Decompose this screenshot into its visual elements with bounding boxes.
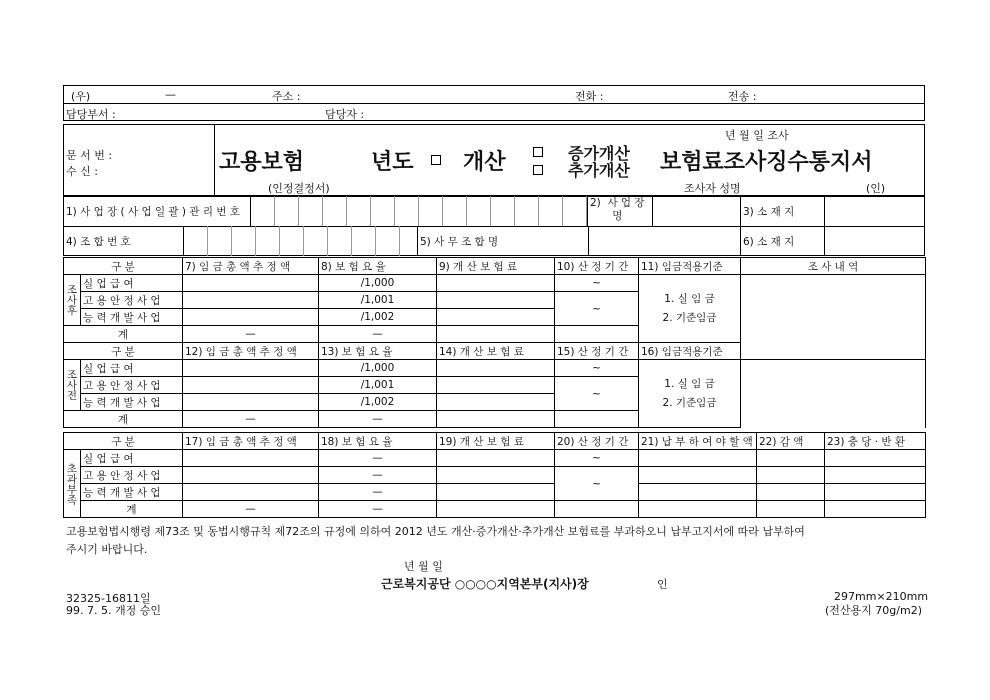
rate-cell: —	[319, 450, 437, 467]
th-wage-total: 12) 임 금 총 액 추 정 액	[183, 343, 319, 360]
decision-note: (인정결정서)	[268, 182, 330, 195]
gaesan-option: 개산	[463, 150, 506, 175]
union-number-cells[interactable]	[183, 226, 418, 256]
th-criteria: 11) 임금적용기준	[639, 258, 741, 275]
wage-cell[interactable]	[183, 275, 319, 292]
difference-table	[63, 432, 926, 518]
premium-cell[interactable]	[437, 275, 555, 292]
th-rate: 8) 보 험 요 율	[319, 258, 437, 275]
approval-note: 99. 7. 5. 개정 승인	[66, 604, 161, 617]
after-survey-table	[63, 257, 926, 428]
premium-cell[interactable]	[437, 309, 555, 326]
notice-line-1: 고용보험법시행령 제73조 및 동법시행규칙 제72조의 규정에 의하여 2012 년도 개산·증가개산·추가개산 보험료를 부과하오니 납부고지서에 따라 납부하여	[66, 525, 805, 538]
period-cell[interactable]: ~	[555, 450, 639, 467]
union-name-divider	[588, 226, 589, 256]
rate-cell: —	[319, 467, 437, 484]
amount-due-cell[interactable]	[639, 467, 757, 484]
row-label: 능 력 개 발 사 업	[81, 394, 183, 411]
period-cell[interactable]: ~	[555, 292, 639, 326]
gaesan-checkbox[interactable]	[431, 155, 441, 165]
location-label-1: 3) 소 재 지	[743, 206, 795, 218]
survey-details-cell[interactable]	[741, 275, 926, 360]
th-period: 10) 산 정 기 간	[555, 258, 639, 275]
side-label-before: 조사전	[64, 360, 81, 411]
union-number-label: 4) 조 합 번 호	[66, 236, 131, 248]
dept-label: 담당부서 :	[66, 108, 116, 121]
mgmt-number-cells[interactable]	[250, 196, 588, 226]
chuga-checkbox[interactable]	[533, 165, 543, 175]
total-label: 계	[64, 326, 183, 343]
th-period: 20) 산 정 기 간	[555, 433, 639, 450]
criteria-option-2: 2. 기준임금	[662, 311, 717, 324]
total-refund[interactable]	[825, 501, 926, 518]
union-name-label: 5) 사 무 조 합 명	[420, 236, 499, 248]
notice-line-2: 주시기 바랍니다.	[66, 543, 148, 556]
inspector-label: 조사자 성명	[684, 182, 741, 195]
paper-spec: (전산용지 70g/m2)	[825, 604, 922, 617]
period-cell[interactable]: ~	[555, 467, 639, 501]
reduction-cell[interactable]	[757, 484, 825, 501]
header-divider	[63, 103, 925, 104]
th-category: 구 분	[64, 343, 183, 360]
th-survey-details: 조 사 내 역	[741, 258, 926, 275]
issue-date-line: 년 월 일	[404, 560, 443, 573]
site-name-divider	[652, 196, 653, 226]
th-rate: 13) 보 험 요 율	[319, 343, 437, 360]
th-premium: 19) 개 산 보 험 료	[437, 433, 555, 450]
th-refund: 23) 충 당 · 반 환	[825, 433, 926, 450]
wage-cell[interactable]	[183, 484, 319, 501]
th-amount-due: 21) 납 부 하 여 야 할 액	[639, 433, 757, 450]
site-name-label: 2) 사 업 장 명	[590, 197, 645, 222]
issuer-name: 근로복지공단 ○○○○지역본부(지사)장	[381, 577, 589, 591]
wage-cell[interactable]	[183, 292, 319, 309]
wage-cell[interactable]	[183, 394, 319, 411]
paper-size: 297mm×210mm	[834, 590, 929, 603]
total-rate: —	[319, 501, 437, 518]
th-category: 구 분	[64, 433, 183, 450]
row-label: 능 력 개 발 사 업	[81, 309, 183, 326]
total-premium[interactable]	[437, 501, 555, 518]
total-wage: —	[183, 501, 319, 518]
wage-cell[interactable]	[183, 309, 319, 326]
wage-cell[interactable]	[183, 377, 319, 394]
document-title: 보험료조사징수통지서	[660, 150, 873, 175]
refund-cell[interactable]	[825, 467, 926, 484]
premium-cell[interactable]	[437, 450, 555, 467]
premium-cell[interactable]	[437, 360, 555, 377]
rate-cell: /1,001	[319, 377, 437, 394]
recipient-label: 수 신 :	[66, 165, 98, 178]
row-label: 고 용 안 정 사 업	[81, 377, 183, 394]
survey-date-line: 년 월 일 조사	[725, 129, 789, 142]
wage-cell[interactable]	[183, 467, 319, 484]
th-rate: 18) 보 험 요 율	[319, 433, 437, 450]
location-divider	[740, 196, 741, 256]
issuer-seal: 인	[657, 578, 668, 591]
wage-cell[interactable]	[183, 450, 319, 467]
jeunga-checkbox[interactable]	[533, 147, 543, 157]
location-label-2: 6) 소 재 지	[743, 236, 795, 248]
total-period	[555, 411, 639, 428]
total-wage: —	[183, 326, 319, 343]
postal-dash: —	[165, 88, 176, 101]
total-label: 계	[64, 411, 183, 428]
rate-cell: /1,002	[319, 309, 437, 326]
total-reduction[interactable]	[757, 501, 825, 518]
side-label-after: 조사후	[64, 275, 81, 326]
row-label: 능 력 개 발 사 업	[81, 484, 183, 501]
fax-label: 전송 :	[728, 90, 757, 103]
row-label: 실 업 급 여	[81, 360, 183, 377]
premium-cell[interactable]	[437, 467, 555, 484]
refund-cell[interactable]	[825, 450, 926, 467]
year-label: 년도	[371, 150, 414, 175]
seal-label: (인)	[866, 182, 886, 195]
th-wage-total: 17) 임 금 총 액 추 정 액	[183, 433, 319, 450]
title-divider	[214, 124, 215, 196]
th-category: 구 분	[64, 258, 183, 275]
rate-cell: /1,001	[319, 292, 437, 309]
criteria-option-1: 1. 실 임 금	[664, 377, 715, 390]
chuga-option: 추가개산	[568, 161, 630, 180]
rate-cell: /1,000	[319, 360, 437, 377]
mgmt-number-label: 1) 사 업 장 ( 사 업 일 괄 ) 관 리 번 호	[66, 206, 240, 218]
premium-cell[interactable]	[437, 484, 555, 501]
total-amount-due[interactable]	[639, 501, 757, 518]
row-label: 실 업 급 여	[81, 450, 183, 467]
th-period: 15) 산 정 기 간	[555, 343, 639, 360]
form-number: 32325-16811일	[66, 592, 151, 605]
total-label: 계	[81, 501, 183, 518]
amount-due-cell[interactable]	[639, 450, 757, 467]
premium-cell[interactable]	[437, 377, 555, 394]
reduction-cell[interactable]	[757, 450, 825, 467]
person-label: 담당자 :	[325, 108, 365, 121]
th-premium: 9) 개 산 보 험 료	[437, 258, 555, 275]
total-period	[555, 326, 639, 343]
insurance-name: 고용보험	[219, 150, 305, 175]
total-wage: —	[183, 411, 319, 428]
phone-label: 전화 :	[575, 90, 604, 103]
doc-number-label: 문 서 번 :	[66, 149, 113, 162]
premium-cell[interactable]	[437, 394, 555, 411]
criteria-option-2: 2. 기준임금	[662, 396, 717, 409]
postal-label: (우)	[71, 90, 91, 103]
rate-cell: —	[319, 484, 437, 501]
jeunga-option: 증가개산	[568, 144, 630, 163]
criteria-cell	[639, 360, 741, 428]
rate-cell: /1,002	[319, 394, 437, 411]
reduction-cell[interactable]	[757, 467, 825, 484]
row-label: 실 업 급 여	[81, 275, 183, 292]
row-label: 고 용 안 정 사 업	[81, 292, 183, 309]
address-label: 주소 :	[272, 90, 301, 103]
period-cell[interactable]: ~	[555, 360, 639, 377]
total-premium[interactable]	[437, 411, 555, 428]
criteria-cell	[639, 275, 741, 343]
total-period	[555, 501, 639, 518]
premium-cell[interactable]	[437, 292, 555, 309]
period-cell[interactable]: ~	[555, 377, 639, 411]
th-premium: 14) 개 산 보 험 료	[437, 343, 555, 360]
period-cell[interactable]: ~	[555, 275, 639, 292]
rate-cell: /1,000	[319, 275, 437, 292]
side-label-diff: 초과부족	[64, 450, 81, 518]
total-rate: —	[319, 326, 437, 343]
th-wage-total: 7) 임 금 총 액 추 정 액	[183, 258, 319, 275]
criteria-option-1: 1. 실 임 금	[664, 292, 715, 305]
total-rate: —	[319, 411, 437, 428]
location-value-divider	[824, 196, 825, 256]
amount-due-cell[interactable]	[639, 484, 757, 501]
th-criteria: 16) 임금적용기준	[639, 343, 741, 360]
wage-cell[interactable]	[183, 360, 319, 377]
th-reduction: 22) 감 액	[757, 433, 825, 450]
total-premium[interactable]	[437, 326, 555, 343]
refund-cell[interactable]	[825, 484, 926, 501]
row-label: 고 용 안 정 사 업	[81, 467, 183, 484]
